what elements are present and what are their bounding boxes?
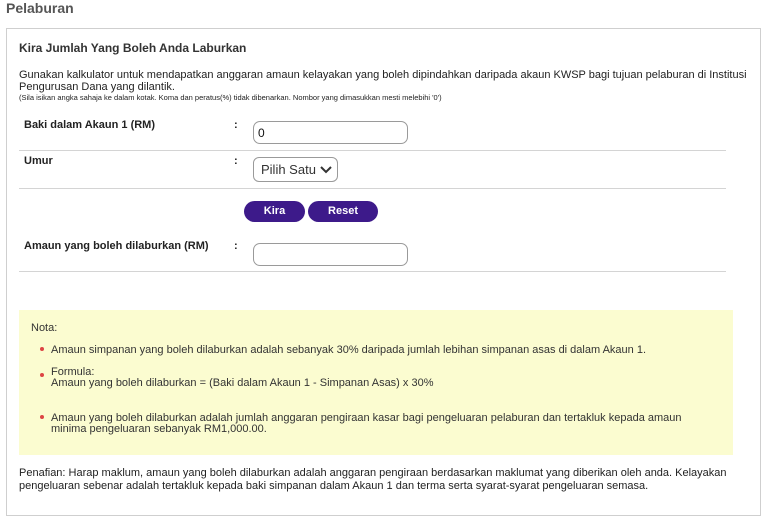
note-item-text: Amaun simpanan yang boleh dilaburkan adalah sebanyak 30% daripada jumlah lebihan simpanan asas di dalam Akaun 1.: [51, 344, 647, 356]
note-item: [51, 367, 701, 389]
note-item: [51, 413, 701, 435]
result-label: Amaun yang boleh dilaburkan (RM): [24, 240, 209, 252]
age-select[interactable]: [253, 157, 338, 182]
age-colon: :: [234, 155, 238, 167]
calculator-intro: Gunakan kalkulator untuk mendapatkan anggaran amaun kelayakan yang boleh dipindahkan daripada akaun KWSP bagi tujuan pelaburan di Institusi Pengurusan Dana yang dilantik.: [19, 69, 747, 93]
note-item: [51, 345, 701, 356]
bullet-icon: [40, 415, 44, 419]
page-title: Pelaburan: [6, 0, 74, 16]
row-divider: [19, 271, 726, 272]
calculator-panel: [6, 28, 761, 516]
age-select-value: Pilih Satu: [261, 162, 316, 177]
note-formula-text: Amaun yang boleh dilaburkan = (Baki dalam Akaun 1 - Simpanan Asas) x 30%: [51, 377, 434, 389]
note-formula-label: Formula:: [51, 366, 95, 378]
calculator-intro-note: (Sila isikan angka sahaja ke dalam kotak. Koma dan peratus(%) tidak dibenarkan. Nombor yang dimasukkan mesti melebihi '0'): [19, 93, 442, 102]
disclaimer-text: Penafian: Harap maklum, amaun yang boleh dilaburkan adalah anggaran pengiraan berdasarkan maklumat yang diberikan oleh anda. Kelayakan pengeluaran sebenar adalah tertakluk kepada baki simpanan dalam Akaun 1 dan terma serta syarat-syarat pengeluaran semasa.: [19, 467, 727, 492]
bullet-icon: [40, 373, 44, 377]
row-divider: [19, 150, 726, 151]
balance-input[interactable]: [253, 121, 408, 144]
balance-colon: :: [234, 119, 238, 131]
reset-button[interactable]: Reset: [308, 201, 378, 222]
result-input[interactable]: [253, 243, 408, 266]
calculate-button[interactable]: Kira: [244, 201, 305, 222]
note-item-text: Amaun yang boleh dilaburkan adalah jumlah anggaran pengiraan kasar bagi pengeluaran pelaburan dan tertakluk kepada amaun minima pengeluaran sebanyak RM1,000.00.: [51, 412, 682, 435]
calculator-title: Kira Jumlah Yang Boleh Anda Laburkan: [19, 41, 247, 55]
age-label: Umur: [24, 155, 53, 167]
note-box: [19, 310, 733, 455]
bullet-icon: [40, 347, 44, 351]
result-colon: :: [234, 240, 238, 252]
balance-label: Baki dalam Akaun 1 (RM): [24, 119, 156, 131]
chevron-down-icon: [320, 166, 332, 174]
note-title: Nota:: [31, 322, 58, 334]
row-divider: [19, 188, 726, 189]
